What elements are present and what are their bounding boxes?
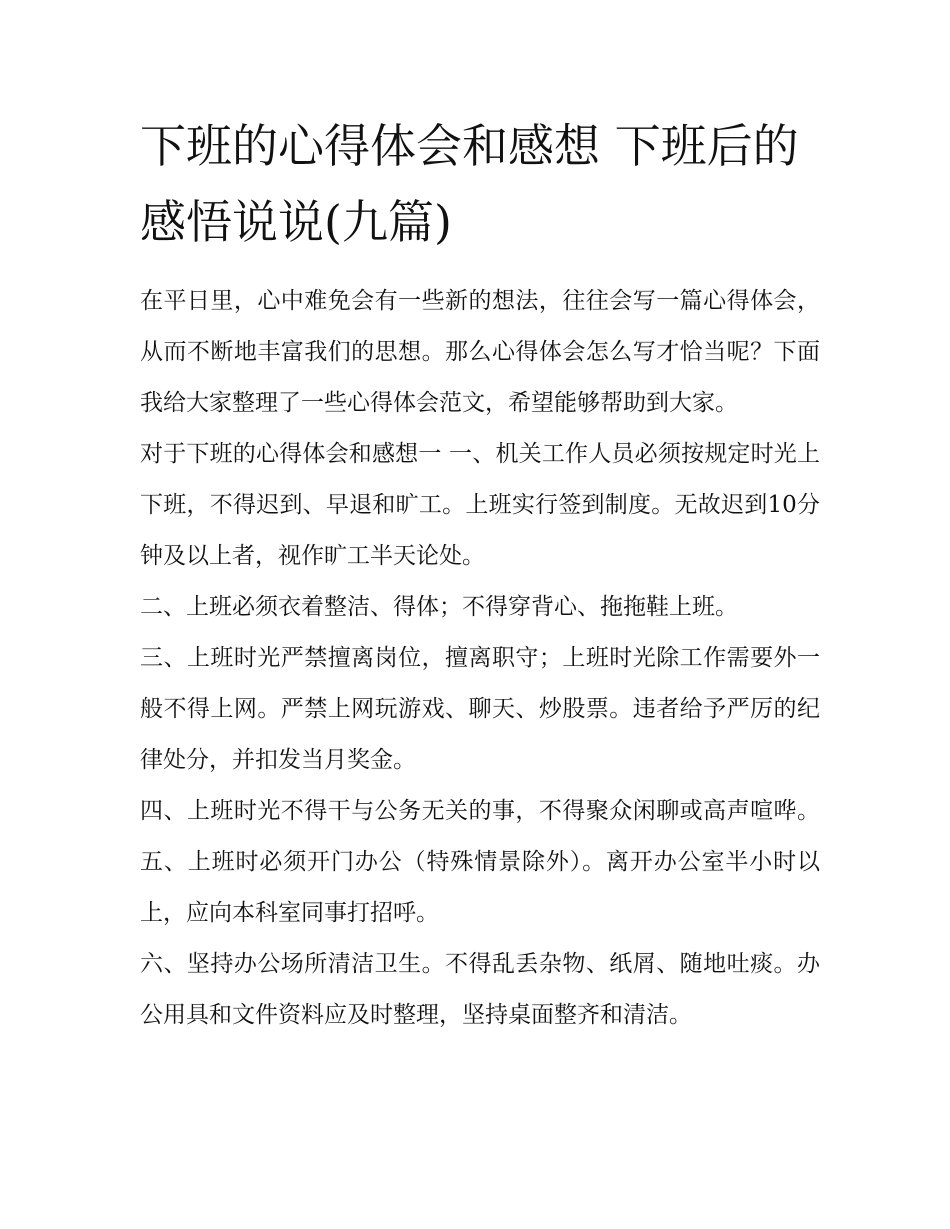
paragraph-rule-6: 六、坚持办公场所清洁卫生。不得乱丢杂物、纸屑、随地吐痰。办公用具和文件资料应及时整理，坚持桌面整齐和清洁。 — [140, 951, 820, 1028]
document-title: 下班的心得体会和感想 下班后的感悟说说(九篇) — [140, 119, 799, 249]
document-body — [140, 276, 820, 1041]
paragraph-intro: 在平日里，心中难免会有一些新的想法，往往会写一篇心得体会，从而不断地丰富我们的思想。那么心得体会怎么写才恰当呢？下面我给大家整理了一些心得体会范文，希望能够帮助到大家。 — [140, 288, 820, 416]
paragraph-rule-3: 三、上班时光严禁擅离岗位，擅离职守；上班时光除工作需要外一般不得上网。严禁上网玩游戏、聊天、炒股票。违者给予严厉的纪律处分，并扣发当月奖金。 — [140, 645, 820, 773]
paragraph-rule-2: 二、上班必须衣着整洁、得体；不得穿背心、拖拖鞋上班。 — [140, 594, 738, 620]
document-page — [140, 108, 820, 1041]
paragraph-rule-4-5: 四、上班时光不得干与公务无关的事，不得聚众闲聊或高声喧哗。 五、上班时必须开门办公（特殊情景除外）。离开办公室半小时以上，应向本科室同事打招呼。 — [140, 798, 820, 926]
paragraph-rule-1: 对于下班的心得体会和感想一 一、机关工作人员必须按规定时光上下班，不得迟到、早退和旷工。上班实行签到制度。无故迟到10分钟及以上者，视作旷工半天论处。 — [140, 441, 820, 569]
